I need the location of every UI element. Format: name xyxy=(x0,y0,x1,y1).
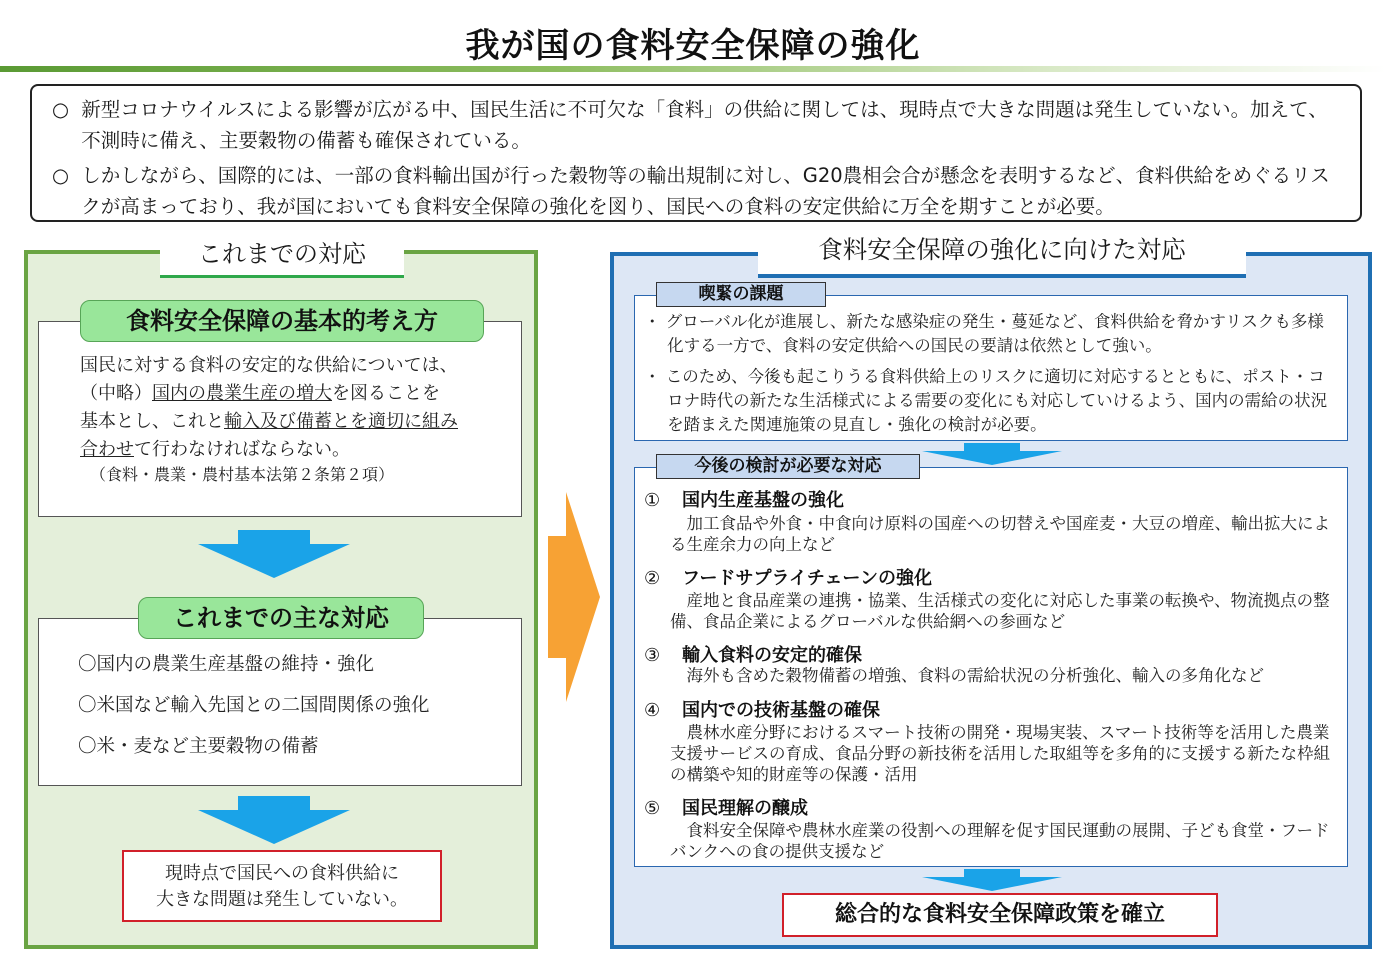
title-underline xyxy=(0,66,1386,72)
law-citation: （食料・農業・農村基本法第２条第２項） xyxy=(90,465,395,484)
intro-paragraph-1: ○ 新型コロナウイルスによる影響が広がる中、国民生活に不可欠な「食料」の供給に関しては、現時点で大きな問題は発生していない。加えて、不測時に備え、主要穀物の備蓄も確保されている。 xyxy=(52,94,1344,156)
measure-2-title: ② フードサプライチェーンの強化 xyxy=(644,568,933,589)
basic-line-2: （中略）国内の農業生産の増大を図ることを xyxy=(80,383,440,404)
right-arrow-icon xyxy=(548,492,600,702)
page-title: 我が国の食料安全保障の強化 xyxy=(465,26,921,66)
measure-4-body: 農林水産分野におけるスマート技術の開発・現場実装、スマート技術等を活用した農業支援サービスの育成、食品分野の新技術を活用した取組等を多角的に支援する新たな枠組の構築や知的財産等の保護・活用 xyxy=(670,723,1330,784)
basic-line-1: 国民に対する食料の安定的な供給については、 xyxy=(80,355,458,376)
strengthening-heading: 食料安全保障の強化に向けた対応 xyxy=(758,230,1246,278)
urgent-issue-item: ・ グローバル化が進展し、新たな感染症の発生・蔓延など、食料供給を脅かすリスクも多様化する一方で、食料の安定供給への国民の要請は依然として強い。 xyxy=(644,312,1324,355)
basic-line-4: 合わせて行わなければならない。 xyxy=(80,439,350,460)
measure-1-body: 加工食品や外食・中食向け原料の国産への切替えや国産麦・大豆の増産、輸出拡大による生産余力の向上など xyxy=(670,514,1330,554)
current-status-box xyxy=(122,850,442,922)
urgent-issues-label: 喫緊の課題 xyxy=(656,282,826,307)
down-arrow-icon xyxy=(198,530,350,578)
measure-3-body: 海外も含めた穀物備蓄の増強、食料の需給状況の分析強化、輸入の多角化など xyxy=(686,666,1264,685)
basic-concept-label: 食料安全保障の基本的考え方 xyxy=(80,300,484,342)
measure-3-title: ③ 輸入食料の安定的確保 xyxy=(644,645,862,666)
circle-bullet-icon: ○ xyxy=(52,98,70,121)
basic-concept-text xyxy=(80,352,500,464)
intro-paragraph-2: ○ しかしながら、国際的には、一部の食料輸出国が行った穀物等の輸出規制に対し、G20農相会合が懸念を表明するなど、食料供給をめぐるリスクが高まっており、我が国においても食料安全保障の強化を図り、国民への食料の安定供給に万全を期すことが必要。 xyxy=(52,160,1344,222)
measure-1-title: ① 国内生産基盤の強化 xyxy=(644,490,844,511)
measure-4-title: ④ 国内での技術基盤の確保 xyxy=(644,700,880,721)
past-response-heading: これまでの対応 xyxy=(160,234,404,278)
intro-box xyxy=(30,84,1362,222)
policy-conclusion-box: 総合的な食料安全保障政策を確立 xyxy=(782,893,1218,937)
past-measure-item: 〇国内の農業生産基盤の維持・強化 xyxy=(78,654,375,675)
past-measure-item: 〇米国など輸入先国との二国間関係の強化 xyxy=(78,695,430,716)
down-arrow-icon xyxy=(922,869,1062,891)
past-measures-label: これまでの主な対応 xyxy=(138,597,424,639)
current-status-line-1: 現時点で国民への食料供給に xyxy=(165,863,399,884)
circle-bullet-icon: ○ xyxy=(52,164,70,187)
down-arrow-icon xyxy=(198,796,350,844)
urgent-issue-item: ・ このため、今後も起こりうる食料供給上のリスクに適切に対応するとともに、ポスト・コロナ時代の新たな生活様式による需要の変化にも対応していけるよう、国内の需給の状況を踏まえた関連施策の見直し・強化の検討が必要。 xyxy=(644,367,1328,434)
measure-5-body: 食料安全保障や農林水産業の役割への理解を促す国民運動の展開、子ども食堂・フードバンクへの食の提供支援など xyxy=(670,821,1330,861)
past-measure-item: 〇米・麦など主要穀物の備蓄 xyxy=(78,736,319,757)
measure-5-title: ⑤ 国民理解の醸成 xyxy=(644,798,808,819)
measure-2-body: 産地と食品産業の連携・協業、生活様式の変化に対応した事業の転換や、物流拠点の整備、食品企業によるグローバルな供給網への参画など xyxy=(670,591,1330,631)
current-status-line-2: 大きな問題は発生していない。 xyxy=(156,889,408,910)
down-arrow-icon xyxy=(922,443,1062,465)
basic-line-3: 基本とし、これと輸入及び備蓄とを適切に組み xyxy=(80,411,458,432)
future-measures-label: 今後の検討が必要な対応 xyxy=(656,454,920,479)
